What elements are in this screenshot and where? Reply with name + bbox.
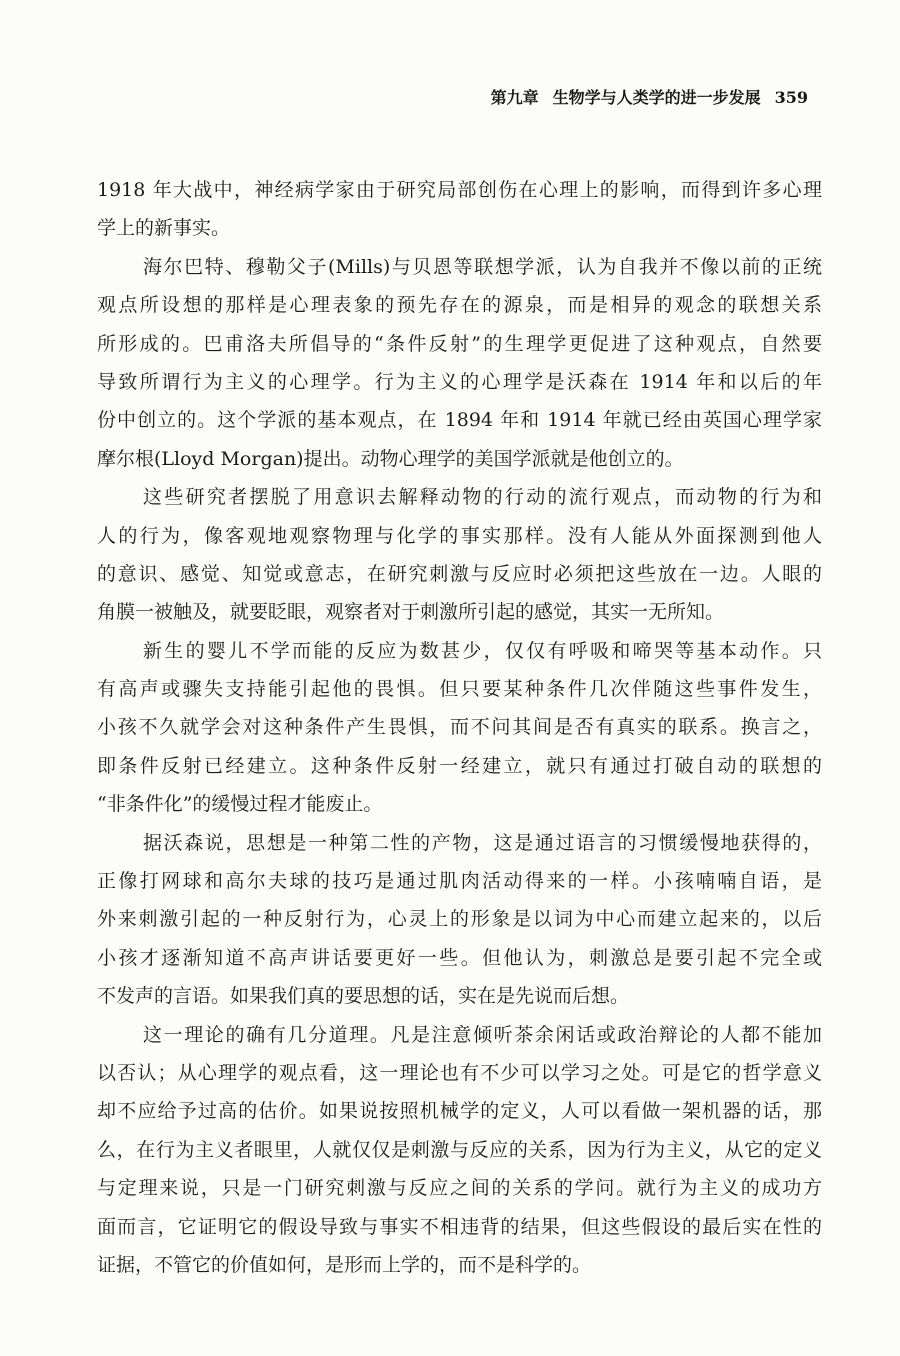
text-line: 即条件反射已经建立。这种条件反射一经建立，就只有通过打破自动的联想的	[97, 754, 822, 777]
text-line: 海尔巴特、穆勒父子(Mills)与贝恩等联想学派，认为自我并不像以前的正统	[143, 255, 822, 278]
page-number: 359	[774, 88, 808, 107]
text-line: 学上的新事实。	[97, 217, 231, 240]
text-line: 有高声或骤失支持能引起他的畏惧。但只要某种条件几次伴随这些事件发生，	[97, 678, 822, 701]
text-line: 导致所谓行为主义的心理学。行为主义的心理学是沃森在 1914 年和以后的年	[97, 370, 822, 393]
running-header	[491, 87, 808, 109]
paragraph	[97, 478, 822, 632]
text-line: 这些研究者摆脱了用意识去解释动物的行动的流行观点，而动物的行为和	[143, 486, 822, 509]
text-line: 面而言，它证明它的假设导致与事实不相违背的结果，但这些假设的最后实在性的	[97, 1215, 822, 1238]
body-text	[97, 171, 822, 1284]
text-line: 外来刺激引起的一种反射行为，心灵上的形象是以词为中心而建立起来的，以后	[97, 908, 822, 931]
text-line: 摩尔根(Lloyd Morgan)提出。动物心理学的美国学派就是他创立的。	[97, 447, 684, 470]
text-line: 以否认；从心理学的观点看，这一理论也有不少可以学习之处。可是它的哲学意义	[97, 1061, 822, 1084]
text-line: 份中创立的。这个学派的基本观点，在 1894 年和 1914 年就已经由英国心理学家	[97, 409, 822, 432]
text-line: 所形成的。巴甫洛夫所倡导的“条件反射”的生理学更促进了这种观点，自然要	[97, 332, 822, 355]
text-line: 人的行为，像客观地观察物理与化学的事实那样。没有人能从外面探测到他人	[97, 524, 822, 547]
text-line: 的意识、感觉、知觉或意志，在研究刺激与反应时必须把这些放在一边。人眼的	[97, 562, 822, 585]
text-line: 小孩才逐渐知道不高声讲话要更好一些。但他认为，刺激总是要引起不完全或	[97, 946, 822, 969]
text-line: 不发声的言语。如果我们真的要思想的话，实在是先说而后想。	[97, 985, 630, 1008]
text-line: 么，在行为主义者眼里，人就仅仅是刺激与反应的关系，因为行为主义，从它的定义	[97, 1138, 822, 1161]
chapter-label: 第九章	[490, 88, 539, 107]
paragraph	[97, 632, 822, 824]
text-line: 新生的婴儿不学而能的反应为数甚少，仅仅有呼吸和啼哭等基本动作。只	[143, 639, 822, 662]
text-line: 1918 年大战中，神经病学家由于研究局部创伤在心理上的影响，而得到许多心理	[97, 179, 822, 201]
text-line: 角膜一被触及，就要眨眼，观察者对于刺激所引起的感觉，其实一无所知。	[97, 601, 725, 624]
text-line: 据沃森说，思想是一种第二性的产物，这是通过语言的习惯缓慢地获得的，	[143, 831, 822, 854]
text-line: 正像打网球和高尔夫球的技巧是通过肌肉活动得来的一样。小孩喃喃自语，是	[97, 870, 822, 893]
paragraph	[97, 171, 822, 248]
text-line: 却不应给予过高的估价。如果说按照机械学的定义，人可以看做一架机器的话，那	[97, 1100, 822, 1123]
chapter-title: 生物学与人类学的进一步发展	[552, 88, 761, 107]
text-line: 与定理来说，只是一门研究刺激与反应之间的关系的学问。就行为主义的成功方	[97, 1177, 822, 1200]
text-line: “非条件化”的缓慢过程才能废止。	[97, 793, 383, 816]
text-line: 这一理论的确有几分道理。凡是注意倾听茶余闲话或政治辩论的人都不能加	[143, 1023, 822, 1046]
paragraph	[97, 824, 822, 1016]
paragraph	[97, 248, 822, 478]
paragraph	[97, 1016, 822, 1285]
text-line: 观点所设想的那样是心理表象的预先存在的源泉，而是相异的观念的联想关系	[97, 294, 822, 317]
text-line: 小孩不久就学会对这种条件产生畏惧，而不问其间是否有真实的联系。换言之，	[97, 716, 822, 739]
text-line: 证据，不管它的价值如何，是形而上学的，而不是科学的。	[97, 1253, 592, 1276]
